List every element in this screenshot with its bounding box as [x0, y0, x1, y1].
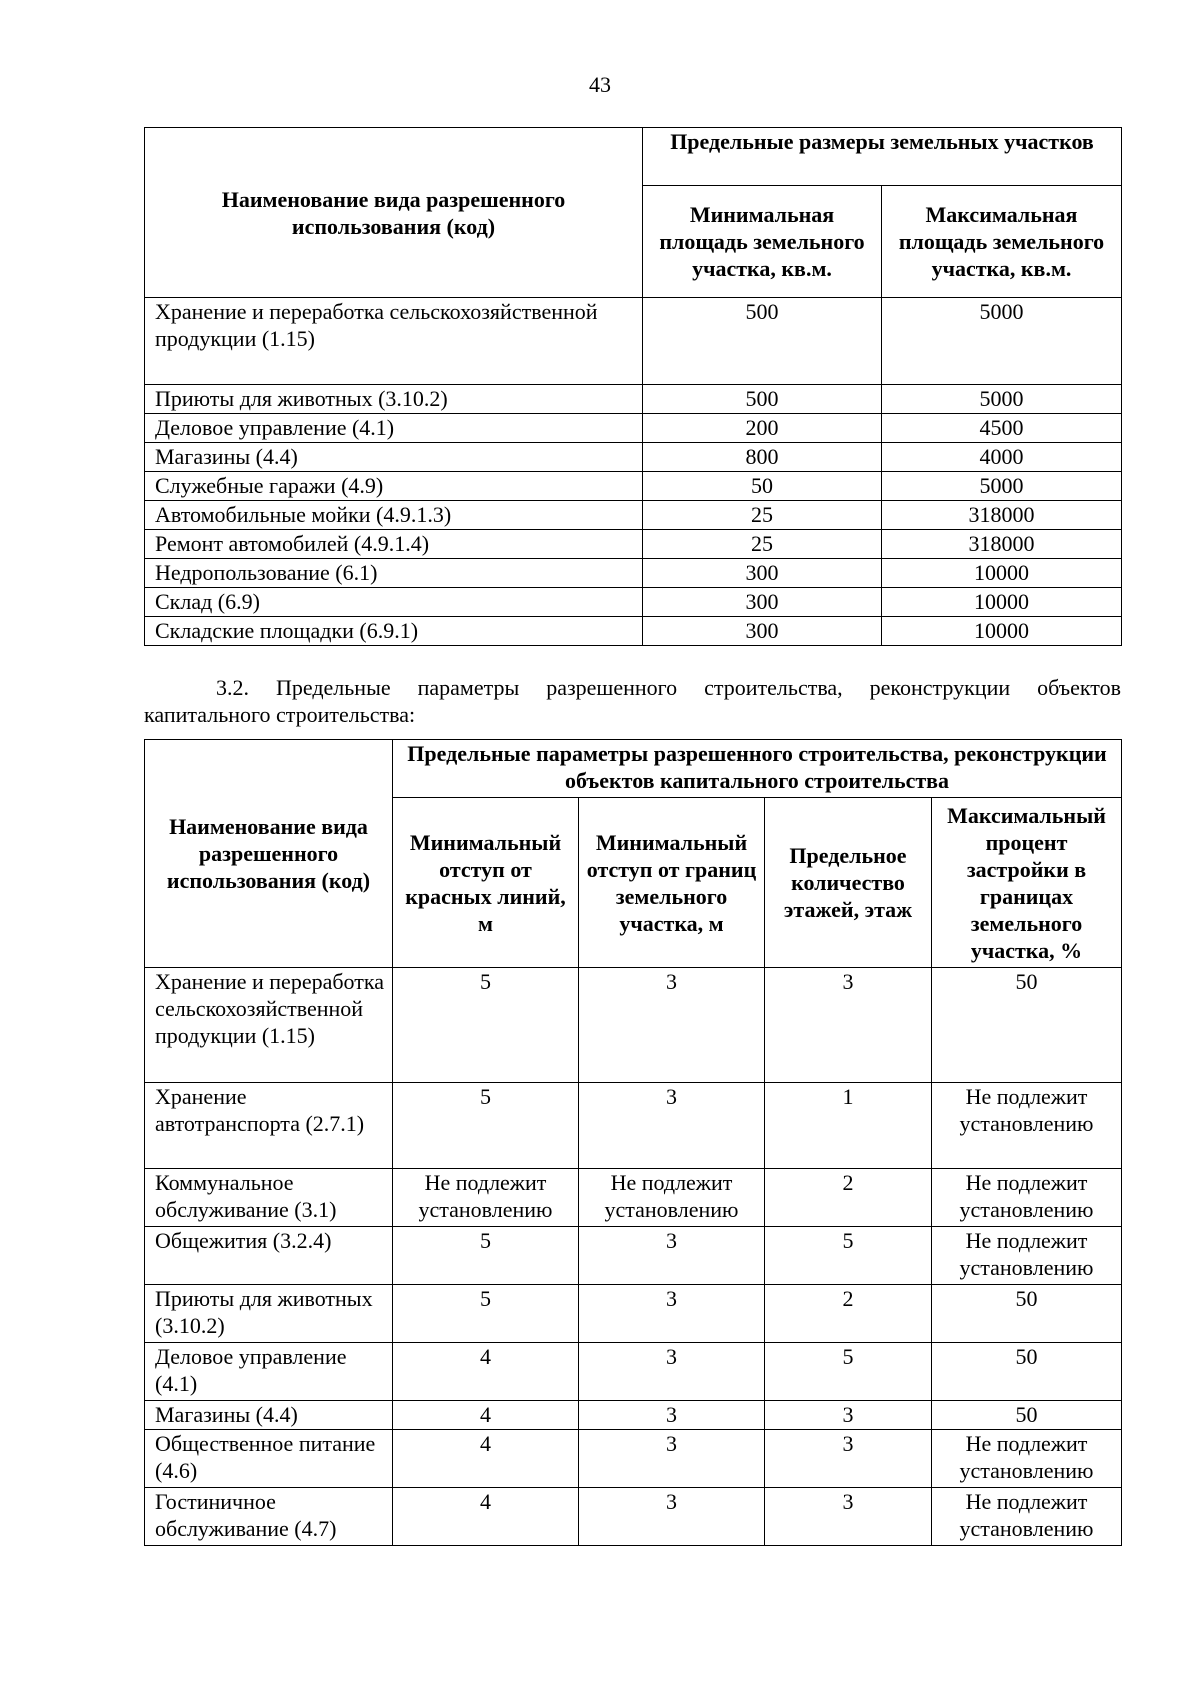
min-area-cell: 300	[643, 617, 882, 646]
max-area-cell: 5000	[882, 472, 1122, 501]
red-line-offset-cell: 4	[393, 1430, 579, 1488]
build-percent-cell: Не подлежит установлению	[932, 1488, 1122, 1546]
red-line-offset-cell: 5	[393, 1083, 579, 1169]
usage-name-cell: Приюты для животных (3.10.2)	[145, 385, 643, 414]
floor-count-cell: 3	[765, 1430, 932, 1488]
min-area-cell: 200	[643, 414, 882, 443]
max-area-cell: 4500	[882, 414, 1122, 443]
usage-name-cell: Гостиничное обслуживание (4.7)	[145, 1488, 393, 1546]
floor-count-cell: 3	[765, 1488, 932, 1546]
usage-name-cell: Магазины (4.4)	[145, 1401, 393, 1430]
table-row	[145, 414, 1122, 443]
table-row	[145, 559, 1122, 588]
paragraph-text: 3.2. Предельные параметры разрешенного строительства, реконструкции объектов капитального строительства:	[144, 675, 1121, 727]
min-area-cell: 25	[643, 530, 882, 559]
land-plot-sizes-table	[144, 127, 1122, 646]
floor-count-cell: 5	[765, 1227, 932, 1285]
table-row	[145, 588, 1122, 617]
usage-name-cell: Магазины (4.4)	[145, 443, 643, 472]
table-row	[145, 385, 1122, 414]
build-percent-cell: 50	[932, 968, 1122, 1083]
red-line-offset-cell: 5	[393, 1227, 579, 1285]
table-row	[145, 1227, 1122, 1285]
header-usage-name: Наименование вида разрешенного использования (код)	[145, 128, 643, 298]
table-row	[145, 472, 1122, 501]
usage-name-cell: Хранение и переработка сельскохозяйственной продукции (1.15)	[145, 968, 393, 1083]
floor-count-cell: 1	[765, 1083, 932, 1169]
build-percent-cell: 50	[932, 1285, 1122, 1343]
usage-name-cell: Коммунальное обслуживание (3.1)	[145, 1169, 393, 1227]
max-area-cell: 5000	[882, 298, 1122, 385]
floor-count-cell: 2	[765, 1285, 932, 1343]
max-area-cell: 4000	[882, 443, 1122, 472]
min-area-cell: 300	[643, 559, 882, 588]
header-max-area: Максимальная площадь земельного участка, кв.м.	[882, 186, 1122, 298]
table-row	[145, 1401, 1122, 1430]
usage-name-cell: Автомобильные мойки (4.9.1.3)	[145, 501, 643, 530]
boundary-offset-cell: Не подлежит установлению	[579, 1169, 765, 1227]
max-area-cell: 10000	[882, 617, 1122, 646]
min-area-cell: 500	[643, 385, 882, 414]
red-line-offset-cell: Не подлежит установлению	[393, 1169, 579, 1227]
boundary-offset-cell: 3	[579, 1083, 765, 1169]
table-row	[145, 1343, 1122, 1401]
section-3-2-paragraph	[144, 674, 1121, 728]
boundary-offset-cell: 3	[579, 1488, 765, 1546]
usage-name-cell: Служебные гаражи (4.9)	[145, 472, 643, 501]
min-area-cell: 800	[643, 443, 882, 472]
table-row	[145, 968, 1122, 1083]
table-row	[145, 530, 1122, 559]
red-line-offset-cell: 4	[393, 1401, 579, 1430]
min-area-cell: 50	[643, 472, 882, 501]
header-floor-count: Предельное количество этажей, этаж	[765, 798, 932, 968]
table-row	[145, 1285, 1122, 1343]
min-area-cell: 300	[643, 588, 882, 617]
boundary-offset-cell: 3	[579, 968, 765, 1083]
table-row	[145, 1083, 1122, 1169]
red-line-offset-cell: 5	[393, 968, 579, 1083]
boundary-offset-cell: 3	[579, 1401, 765, 1430]
floor-count-cell: 2	[765, 1169, 932, 1227]
table-row	[145, 617, 1122, 646]
table-row	[145, 1169, 1122, 1227]
usage-name-cell: Общественное питание (4.6)	[145, 1430, 393, 1488]
table-row	[145, 1488, 1122, 1546]
usage-name-cell: Хранение автотранспорта (2.7.1)	[145, 1083, 393, 1169]
usage-name-cell: Ремонт автомобилей (4.9.1.4)	[145, 530, 643, 559]
red-line-offset-cell: 4	[393, 1488, 579, 1546]
usage-name-cell: Недропользование (6.1)	[145, 559, 643, 588]
max-area-cell: 318000	[882, 501, 1122, 530]
max-area-cell: 10000	[882, 559, 1122, 588]
header-construction-parameters: Предельные параметры разрешенного строительства, реконструкции объектов капитального строительства	[393, 740, 1122, 798]
land-plot-sizes-body	[145, 298, 1122, 646]
usage-name-cell: Общежития (3.2.4)	[145, 1227, 393, 1285]
usage-name-cell: Склад (6.9)	[145, 588, 643, 617]
build-percent-cell: Не подлежит установлению	[932, 1430, 1122, 1488]
header-min-area: Минимальная площадь земельного участка, кв.м.	[643, 186, 882, 298]
usage-name-cell: Складские площадки (6.9.1)	[145, 617, 643, 646]
max-area-cell: 10000	[882, 588, 1122, 617]
page-number: 43	[589, 72, 611, 97]
usage-name-cell: Приюты для животных (3.10.2)	[145, 1285, 393, 1343]
header-build-percent: Максимальный процент застройки в границах земельного участка, %	[932, 798, 1122, 968]
min-area-cell: 25	[643, 501, 882, 530]
build-percent-cell: Не подлежит установлению	[932, 1227, 1122, 1285]
max-area-cell: 5000	[882, 385, 1122, 414]
construction-parameters-body	[145, 968, 1122, 1546]
floor-count-cell: 5	[765, 1343, 932, 1401]
build-percent-cell: 50	[932, 1401, 1122, 1430]
boundary-offset-cell: 3	[579, 1285, 765, 1343]
boundary-offset-cell: 3	[579, 1430, 765, 1488]
build-percent-cell: 50	[932, 1343, 1122, 1401]
header-usage-name: Наименование вида разрешенного использования (код)	[145, 740, 393, 968]
usage-name-cell: Деловое управление (4.1)	[145, 414, 643, 443]
header-red-line-offset: Минимальный отступ от красных линий, м	[393, 798, 579, 968]
construction-parameters-table	[144, 739, 1122, 1546]
header-boundary-offset: Минимальный отступ от границ земельного участка, м	[579, 798, 765, 968]
usage-name-cell: Хранение и переработка сельскохозяйственной продукции (1.15)	[145, 298, 643, 385]
boundary-offset-cell: 3	[579, 1227, 765, 1285]
build-percent-cell: Не подлежит установлению	[932, 1169, 1122, 1227]
red-line-offset-cell: 5	[393, 1285, 579, 1343]
floor-count-cell: 3	[765, 1401, 932, 1430]
red-line-offset-cell: 4	[393, 1343, 579, 1401]
header-plot-sizes: Предельные размеры земельных участков	[643, 128, 1122, 186]
max-area-cell: 318000	[882, 530, 1122, 559]
table-row	[145, 501, 1122, 530]
table-row	[145, 1430, 1122, 1488]
boundary-offset-cell: 3	[579, 1343, 765, 1401]
table-row	[145, 443, 1122, 472]
usage-name-cell: Деловое управление (4.1)	[145, 1343, 393, 1401]
floor-count-cell: 3	[765, 968, 932, 1083]
min-area-cell: 500	[643, 298, 882, 385]
table-row	[145, 298, 1122, 385]
build-percent-cell: Не подлежит установлению	[932, 1083, 1122, 1169]
